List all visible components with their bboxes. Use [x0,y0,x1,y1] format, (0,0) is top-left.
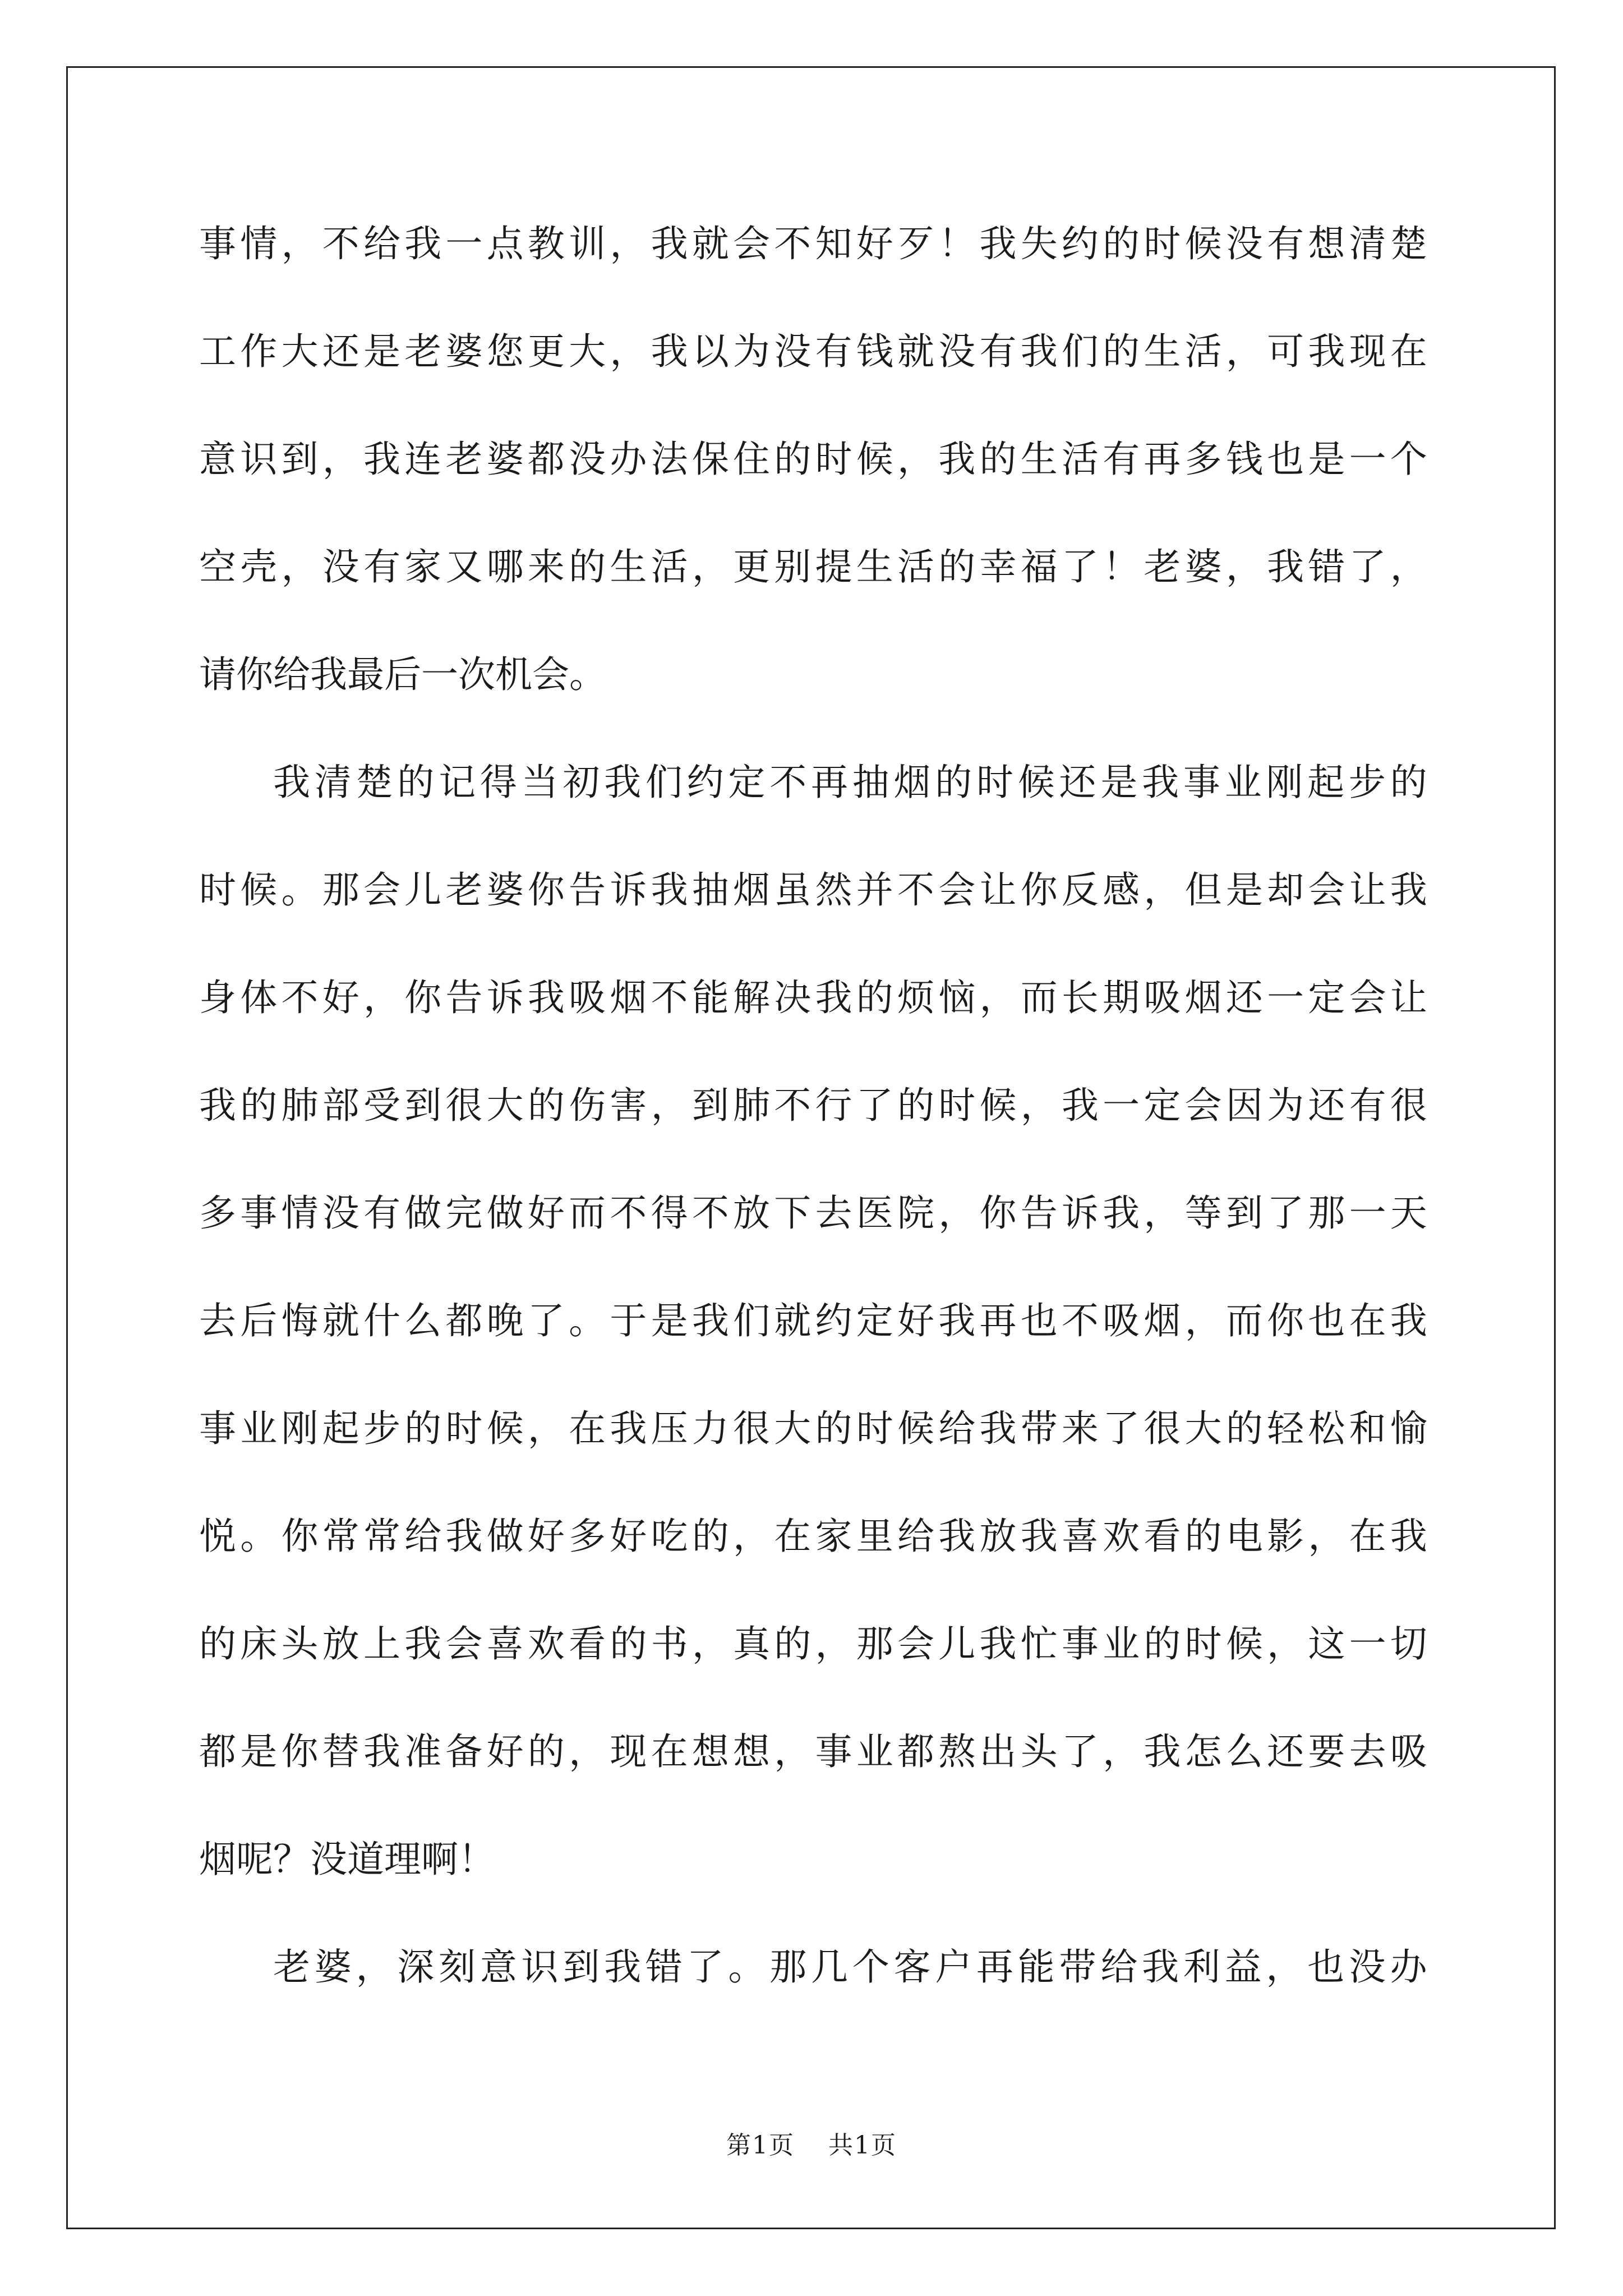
page-number-current: 第1页 [726,2131,795,2160]
paragraph-line: 工 作 大 还 是 老 婆 您 更 大 ， 我 以 为 没 有 钱 就 没 有 我 们 的 生 活 ， 可 我 现 在 [199,330,1427,373]
paragraph-line: 去 后 悔 就 什 么 都 晚 了 。 于 是 我 们 就 约 定 好 我 再 也 不 吸 烟 ， 而 你 也 在 我 [199,1299,1427,1342]
paragraph-line: 的 床 头 放 上 我 会 喜 欢 看 的 书 ， 真 的 ， 那 会 儿 我 忙 事 业 的 时 候 ， 这 一 切 [199,1622,1427,1665]
paragraph-line: 意 识 到 ， 我 连 老 婆 都 没 办 法 保 住 的 时 候 ， 我 的 生 活 有 再 多 钱 也 是 一 个 [199,438,1427,481]
paragraph-line: 时 候 。 那 会 儿 老 婆 你 告 诉 我 抽 烟 虽 然 并 不 会 让 你 反 感 ， 但 是 却 会 让 我 [199,868,1427,912]
paragraph-line: 我 的 肺 部 受 到 很 大 的 伤 害 ， 到 肺 不 行 了 的 时 候 ， 我 一 定 会 因 为 还 有 很 [199,1084,1427,1127]
page-number-total: 共1页 [828,2131,897,2160]
page-footer [0,2125,1623,2161]
paragraph-line: 事 业 刚 起 步 的 时 候 ， 在 我 压 力 很 大 的 时 候 给 我 带 来 了 很 大 的 轻 松 和 愉 [199,1407,1427,1450]
paragraph-line: 身 体 不 好 ， 你 告 诉 我 吸 烟 不 能 解 决 我 的 烦 恼 ， 而 长 期 吸 烟 还 一 定 会 让 [199,976,1427,1019]
paragraph-line: 都 是 你 替 我 准 备 好 的 ， 现 在 想 想 ， 事 业 都 熬 出 头 了 ， 我 怎 么 还 要 去 吸 [199,1730,1427,1773]
document-body [199,213,1427,2044]
paragraph-line: 老 婆 ， 深 刻 意 识 到 我 错 了 。 那 几 个 客 户 再 能 带 给 我 利 益 ， 也 没 办 [273,1945,1427,1989]
paragraph-line: 多 事 情 没 有 做 完 做 好 而 不 得 不 放 下 去 医 院 ， 你 告 诉 我 ， 等 到 了 那 一 天 [199,1191,1427,1235]
paragraph-line: 烟呢？没道理啊！ [199,1838,495,1881]
paragraph-line: 我 清 楚 的 记 得 当 初 我 们 约 定 不 再 抽 烟 的 时 候 还 是 我 事 业 刚 起 步 的 [273,761,1427,804]
paragraph-line: 悦 。 你 常 常 给 我 做 好 多 好 吃 的 ， 在 家 里 给 我 放 我 喜 欢 看 的 电 影 ， 在 我 [199,1515,1427,1558]
paragraph-line: 空 壳 ， 没 有 家 又 哪 来 的 生 活 ， 更 别 提 生 活 的 幸 福 了 ！ 老 婆 ， 我 错 了 ， [199,545,1427,588]
paragraph-line: 请你给我最后一次机会。 [199,653,606,696]
paragraph-line: 事 情 ， 不 给 我 一 点 教 训 ， 我 就 会 不 知 好 歹 ！ 我 失 约 的 时 候 没 有 想 清 楚 [199,222,1427,265]
